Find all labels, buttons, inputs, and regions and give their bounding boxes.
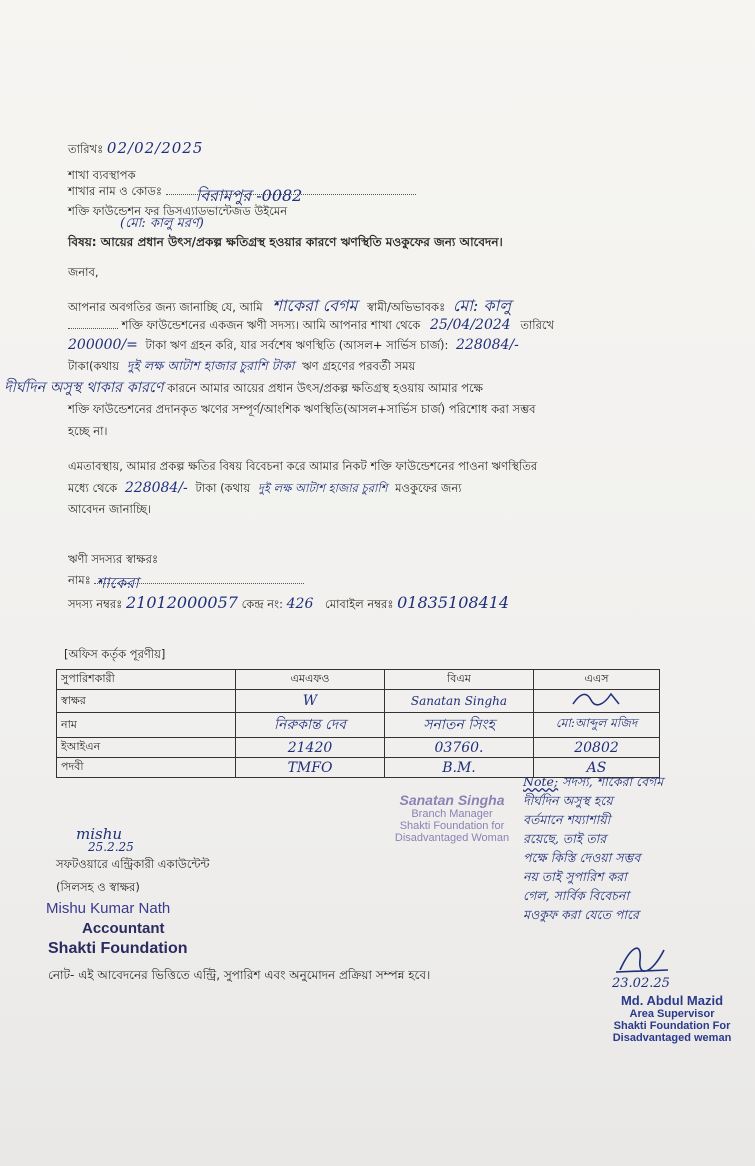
center-value: 426 <box>286 596 314 612</box>
mfo-signature: W <box>236 690 385 713</box>
para2-line2 <box>68 480 462 498</box>
mobile-label: মোবাইল নম্বরঃ <box>325 597 394 611</box>
member-name-handwritten: শাকেরা বেগম <box>272 296 358 315</box>
table-row <box>57 713 660 738</box>
loan-date-handwritten: 25/04/2024 <box>429 317 511 333</box>
member-id-value: 21012000057 <box>125 593 238 612</box>
mfo-ein: 21420 <box>236 738 385 758</box>
salutation: জনাব, <box>68 265 99 279</box>
accountant-role: সফটওয়ারে এন্ট্রিকারী একাউন্টেন্ট <box>56 857 210 871</box>
para1-line6: শক্তি ফাউন্ডেশনের প্রদানকৃত ঋণের সম্পূর্ণ/আংশিক ঋণস্থিতি(আসল+সার্ভিস চার্জ) পরিশোধ করা সম্ভব <box>68 402 536 416</box>
para1-text-d: তারিখে <box>520 318 555 332</box>
member-name-value: শাকেরা <box>96 574 139 592</box>
para2-line3: আবেদন জানাচ্ছি। <box>68 502 152 516</box>
para2-text-b: টাকা (কথায় <box>195 481 251 495</box>
table-row <box>57 690 660 713</box>
bm-stamp-title: Branch Manager <box>411 808 493 820</box>
note-line: দীর্ঘদিন অসুস্থ হয়ে <box>523 793 613 808</box>
para1-text-a: আপনার অবগতির জন্য জানাচ্ছি যে, আমি <box>68 300 263 314</box>
loan-amount-handwritten: 200000/= <box>68 337 138 353</box>
para1-line4 <box>68 358 415 374</box>
designation: শাখা ব্যবস্থাপক <box>68 168 136 182</box>
as-signature-scribble <box>567 690 627 708</box>
col-header-as: এএস <box>534 670 660 690</box>
note-label: Note; <box>523 774 559 789</box>
mfo-name: নিরুকান্ত দেব <box>236 713 385 738</box>
date-value: 02/02/2025 <box>106 139 204 157</box>
office-section-title: [অফিস কর্তৃক পূরণীয়] <box>64 647 166 661</box>
accountant-title: Accountant <box>82 920 165 937</box>
accountant-date: 25.2.25 <box>88 840 134 854</box>
as-signature-cell <box>534 690 660 713</box>
para1-line1 <box>68 296 511 316</box>
member-id-label: সদস্য নম্বরঃ <box>68 597 123 611</box>
branch-value: বিরামপুর -0082 <box>195 186 303 205</box>
note-line: পক্ষে কিস্তি দেওয়া সম্ভব <box>523 850 641 865</box>
as-name: মো:আব্দুল মজিদ <box>534 713 660 738</box>
note-line: বর্তমানে শয্যাশায়ী <box>523 812 611 827</box>
accountant-seal-note: (সিলসহ ও স্বাক্ষর) <box>56 880 140 894</box>
area-supervisor-org2: Disadvantaged weman <box>612 1032 732 1044</box>
reason-handwritten: দীর্ঘদিন অসুস্থ থাকার কারণে <box>4 380 164 396</box>
date-label: তারিখঃ <box>68 142 104 156</box>
col-header-recommender: সুপারিশকারী <box>57 670 236 690</box>
as-ein: 20802 <box>534 738 660 758</box>
area-supervisor-seal <box>592 993 752 1044</box>
member-name-line <box>68 573 304 592</box>
para1-line3 <box>68 337 519 355</box>
handwritten-note <box>523 772 753 924</box>
row-label-signature: স্বাক্ষর <box>57 690 236 713</box>
bm-stamp-org1: Shakti Foundation for <box>399 820 505 832</box>
table-row <box>57 738 660 758</box>
member-sig-label: ঋণী সদস্যর স্বাক্ষরঃ <box>68 552 159 566</box>
accountant-name: Mishu Kumar Nath <box>46 900 171 917</box>
branch-line <box>68 184 416 205</box>
subject-line: বিষয়: আয়ের প্রধান উৎস/প্রকল্প ক্ষতিগ্রস্থ হওয়ার কারণে ঋণস্থিতি মওকুফের জন্য আবেদন। <box>68 235 503 249</box>
row-label-designation: পদবী <box>57 758 236 778</box>
note-line: গেল, সার্বিক বিবেচনা <box>523 888 630 903</box>
area-supervisor-org1: Shakti Foundation For <box>613 1020 731 1032</box>
center-label: কেন্দ্র নং: <box>241 597 283 611</box>
row-label-name: নাম <box>57 713 236 738</box>
col-header-mfo: এমএফও <box>236 670 385 690</box>
date-line <box>68 139 203 158</box>
bm-designation: B.M. <box>385 758 534 778</box>
member-id-line <box>68 593 509 614</box>
para1-line2 <box>68 317 554 335</box>
branch-label: শাখার নাম ও কোডঃ <box>68 184 163 198</box>
org-handwritten: (মো: কালু মরণ) <box>120 216 204 231</box>
bm-stamp-name: Sanatan Singha <box>399 792 505 808</box>
para1-line7: হচ্ছে না। <box>68 424 108 438</box>
bm-ein: 03760. <box>385 738 534 758</box>
office-table <box>56 669 660 778</box>
bm-stamp <box>372 792 532 844</box>
waiver-amount-handwritten: 228084/- <box>124 480 188 496</box>
para2-text-c: মওকুফের জন্য <box>395 481 462 495</box>
as-designation: AS <box>534 758 660 778</box>
row-label-ein: ইআইএন <box>57 738 236 758</box>
note-line: রয়েছে, তাই তার <box>523 831 607 846</box>
footer-note: নোট- এই আবেদনের ভিত্তিতে এন্ট্রি, সুপারিশ এবং অনুমোদন প্রক্রিয়া সম্পন্ন হবে। <box>48 968 431 982</box>
mobile-value: 01835108414 <box>397 593 510 612</box>
accountant-org: Shakti Foundation <box>48 940 188 957</box>
member-name-label: নামঃ <box>68 573 91 587</box>
para2-text-a: মধ্যে থেকে <box>68 481 118 495</box>
para1-line5 <box>4 379 483 397</box>
waiver-words-handwritten: দুই লক্ষ আটাশ হাজার চুরাশি <box>257 481 388 495</box>
note-line: মওকুফ করা যেতে পারে <box>523 907 639 922</box>
guardian-handwritten: মো: কালু <box>452 296 512 315</box>
para1-text-g: ঋণ গ্রহণের পরবর্তী সময় <box>302 359 416 373</box>
para1-text-h: কারনে আমার আয়ের প্রধান উৎস/প্রকল্প ক্ষতিগ্রস্থ হওয়ায় আমার পক্ষে <box>167 381 483 395</box>
bm-stamp-org2: Disadvantaged Woman <box>394 832 510 844</box>
para1-text-c: শক্তি ফাউন্ডেশনের একজন ঋণী সদস্য। আমি আপনার শাখা থেকে <box>121 318 421 332</box>
org-line: শক্তি ফাউন্ডেশন ফর ডিসএ্যাডভান্টেজড উইমেন <box>68 204 288 218</box>
balance-words-handwritten: দুই লক্ষ আটাশ হাজার চুরাশি টাকা <box>126 358 295 373</box>
bm-signature: Sanatan Singha <box>385 690 534 713</box>
area-supervisor-title: Area Supervisor <box>629 1008 715 1020</box>
para1-text-f: টাকা(কথায় <box>68 359 120 373</box>
balance-handwritten: 228084/- <box>456 337 519 353</box>
area-supervisor-signature <box>612 940 672 976</box>
area-supervisor-date: 23.02.25 <box>612 976 670 991</box>
note-line: সদস্য, শাকেরা বেগম <box>562 774 664 789</box>
accountant-signature: mishu <box>76 825 123 843</box>
col-header-bm: বিএম <box>385 670 534 690</box>
para2-line1: এমতাবস্থায়, আমার প্রকল্প ক্ষতির বিষয় বিবেচনা করে আমার নিকট শক্তি ফাউন্ডেশনের পাওনা ঋণস্থিতির <box>68 459 538 473</box>
para1-text-b: স্বামী/অভিভাবকঃ <box>367 300 446 314</box>
area-supervisor-name: Md. Abdul Mazid <box>620 993 724 1008</box>
mfo-designation: TMFO <box>236 758 385 778</box>
table-header-row <box>57 670 660 690</box>
note-line: নয় তাই সুপারিশ করা <box>523 869 627 884</box>
para1-text-e: টাকা ঋণ গ্রহন করি, যার সর্বশেষ ঋণস্থিতি (আসল+ সার্ভিস চার্জ): <box>145 338 449 352</box>
bm-name: সনাতন সিংহ <box>385 713 534 738</box>
